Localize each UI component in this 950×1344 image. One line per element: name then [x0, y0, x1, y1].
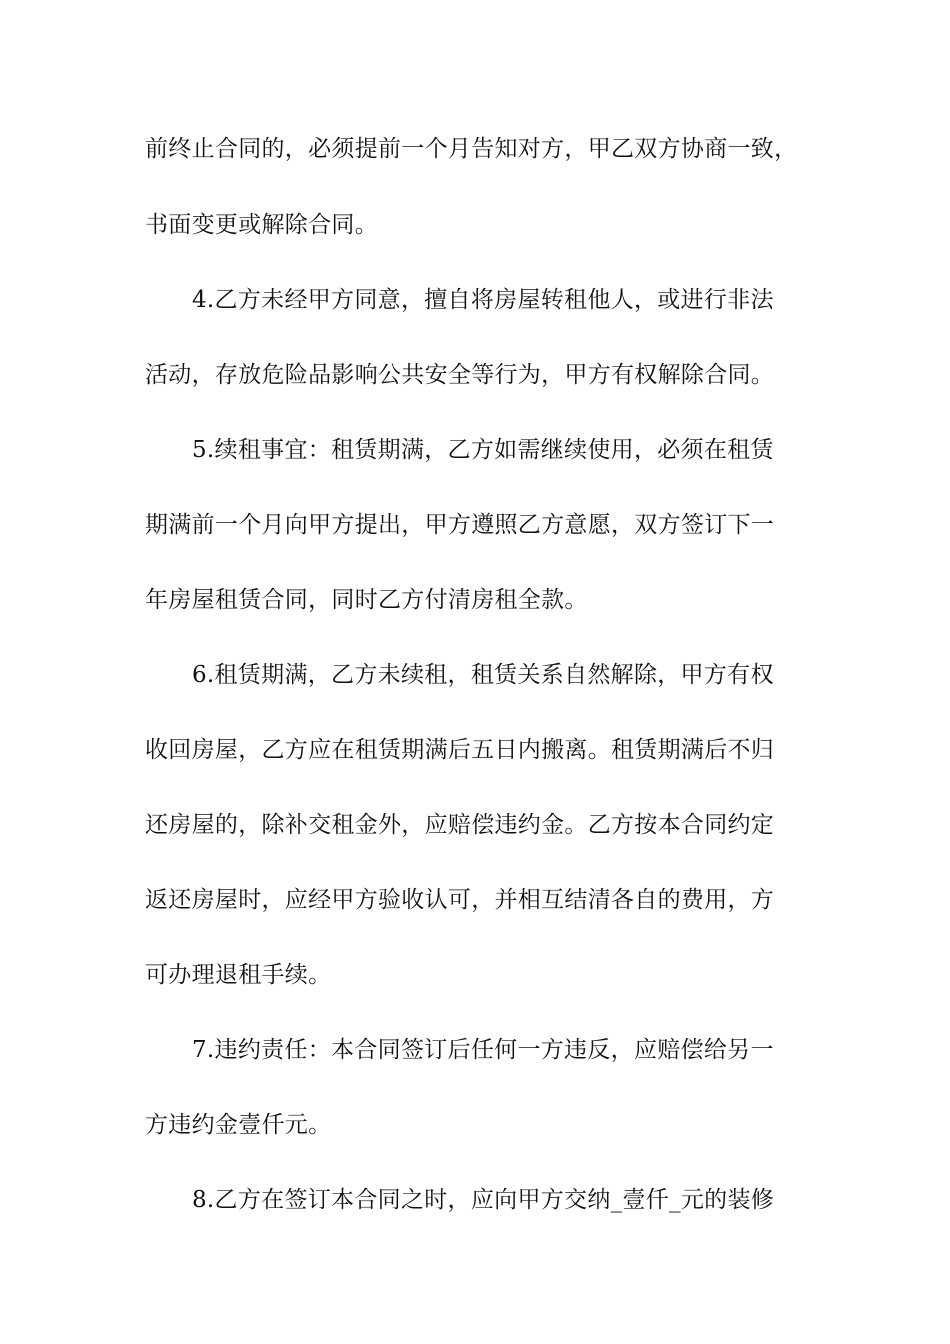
paragraph-line-1: 前终止合同的，必须提前一个月告知对方，甲乙双方协商一致， — [145, 136, 798, 162]
clause-5-line-3: 年房屋租赁合同，同时乙方付清房租全款。 — [145, 587, 588, 613]
clause-6-line-1: 6.租赁期满，乙方未续租，租赁关系自然解除，甲方有权 — [192, 662, 774, 688]
clause-5-line-1: 5.续租事宜：租赁期满，乙方如需继续使用，必须在租赁 — [192, 437, 774, 463]
clause-4-line-2: 活动，存放危险品影响公共安全等行为，甲方有权解除合同。 — [145, 362, 775, 388]
clause-6-line-2: 收回房屋，乙方应在租赁期满后五日内搬离。租赁期满后不归 — [145, 737, 775, 763]
clause-5-line-2: 期满前一个月向甲方提出，甲方遵照乙方意愿，双方签订下一 — [145, 512, 775, 538]
clause-7-line-1: 7.违约责任：本合同签订后任何一方违反，应赔偿给另一 — [192, 1037, 774, 1063]
clause-8-line-1: 8.乙方在签订本合同之时，应向甲方交纳_壹仟_元的装修 — [192, 1187, 775, 1213]
clause-6-line-3: 还房屋的，除补交租金外，应赔偿违约金。乙方按本合同约定 — [145, 812, 775, 838]
paragraph-line-2: 书面变更或解除合同。 — [145, 212, 378, 238]
clause-7-line-2: 方违约金壹仟元。 — [145, 1112, 332, 1138]
clause-6-line-5: 可办理退租手续。 — [145, 962, 332, 988]
clause-6-line-4: 返还房屋时，应经甲方验收认可，并相互结清各自的费用，方 — [145, 887, 775, 913]
clause-4-line-1: 4.乙方未经甲方同意，擅自将房屋转租他人，或进行非法 — [192, 287, 774, 313]
